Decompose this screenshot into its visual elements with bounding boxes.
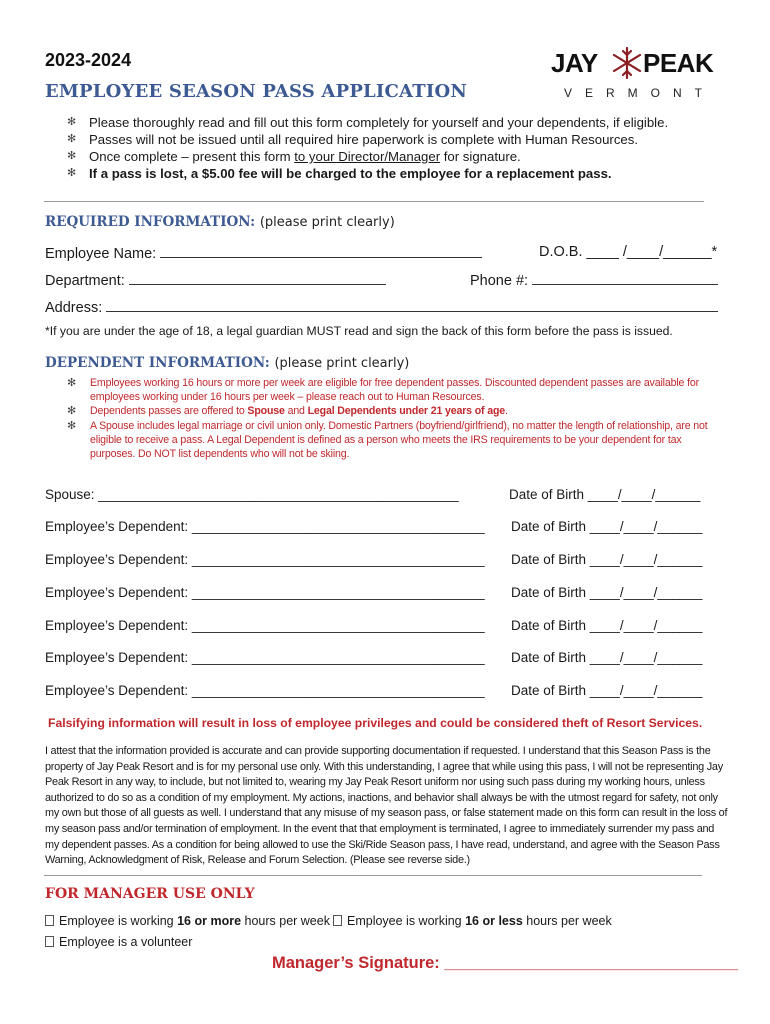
spouse-field[interactable]: Spouse: ________________________________________________ xyxy=(45,487,459,502)
checkbox-icon[interactable] xyxy=(45,915,54,926)
employee-name-field[interactable] xyxy=(45,244,482,262)
logo-word-left: JAY xyxy=(551,48,598,78)
bullet-text-end: . xyxy=(505,405,508,418)
snowflake-bullet-icon: ✻ xyxy=(67,405,77,418)
department-label: Department: xyxy=(45,273,125,289)
attestation-paragraph: I attest that the information provided is accurate and can provide supporting documentation if requested. I understand that this Season Pass is the property of Jay Peak Resort and is for my personal use only. With this understanding, I agree that while using this pass, I will not be representing Jay Peak Resort in any way, to include, but not limited to, wearing my Jay Peak Resort uniform nor using such pass during my working hours, unless authorized to do so as a condition of my employment. My actions, inactions, and behavior shall always be with the utmost regard for safety, not only my own but those of all guests as well. I understand that any misuse of my season pass, or false statement made on this form can result in the loss of my season pass and/or termination of employment. In the event that that employment is terminated, I agree to immediately surrender my pass and my dependent passes. As a condition for being allowed to use the Ski/Ride Season pass, I have read, understand, and agree with the Season Pass Warning, Acknowledgment of Risk, Release and Forum Selection. (Please see reverse side.) xyxy=(45,745,728,867)
section-subheading: (please print clearly) xyxy=(259,215,395,230)
dependent-name-field[interactable]: Employee’s Dependent: _______________________________________ xyxy=(45,650,485,665)
checkbox-16-or-less[interactable] xyxy=(333,914,612,928)
address-field[interactable] xyxy=(45,298,718,316)
checkbox-icon[interactable] xyxy=(333,915,342,926)
manager-signature-field[interactable]: Manager’s Signature: ________________________________ xyxy=(272,954,739,972)
spouse-dob-field[interactable]: Date of Birth ____/____/______ xyxy=(509,487,701,502)
bullet-text-tail: for signature. xyxy=(440,149,521,164)
checkbox-label-bold: 16 or less xyxy=(465,914,523,928)
bullet-text: Passes will not be issued until all required hire paperwork is complete with Human Resources. xyxy=(89,132,639,147)
checkbox-icon[interactable] xyxy=(45,936,54,947)
dependent-name-field[interactable]: Employee’s Dependent: _______________________________________ xyxy=(45,618,485,633)
snowflake-logo-icon xyxy=(610,46,644,80)
employee-name-label: Employee Name: xyxy=(45,246,157,262)
checkbox-label: Employee is a volunteer xyxy=(59,935,193,949)
snowflake-bullet-icon: ✻ xyxy=(67,377,77,389)
dependent-info-heading xyxy=(45,355,409,371)
spouse-row[interactable] xyxy=(45,487,725,502)
divider xyxy=(44,875,702,876)
dependent-row[interactable] xyxy=(45,519,725,534)
dependent-row[interactable] xyxy=(45,683,725,698)
dependent-bullet-list xyxy=(67,376,727,461)
checkbox-label-tail: hours per week xyxy=(522,914,612,928)
list-item xyxy=(67,165,668,182)
list-item xyxy=(67,419,727,462)
list-item xyxy=(67,376,727,404)
divider xyxy=(44,201,704,202)
checkbox-label-tail: hours per week xyxy=(241,914,330,928)
bullet-underline-text: to your Director/Manager xyxy=(294,149,441,164)
checkbox-label: Employee is working xyxy=(347,914,466,928)
section-heading-text: DEPENDENT INFORMATION: xyxy=(45,355,270,371)
dob-field[interactable]: D.O.B. ____ /____/______* xyxy=(539,244,718,260)
list-item xyxy=(67,131,668,148)
bullet-text: Once complete – present this form xyxy=(89,149,295,164)
phone-line[interactable] xyxy=(532,271,718,285)
dependent-row[interactable] xyxy=(45,585,725,600)
guardian-note: *If you are under the age of 18, a legal guardian MUST read and sign the back of this form before the pass is issued. xyxy=(45,324,673,338)
jay-peak-logo xyxy=(548,48,715,102)
snowflake-bullet-icon: ✻ xyxy=(67,419,77,432)
dependent-dob-field[interactable]: Date of Birth ____/____/______ xyxy=(511,552,703,567)
intro-bullet-list xyxy=(67,114,668,182)
list-item xyxy=(67,114,668,131)
checkbox-label-bold: 16 or more xyxy=(177,914,242,928)
logo-word-right: PEAK xyxy=(643,48,714,78)
falsifying-warning: Falsifying information will result in loss of employee privileges and could be considered theft of Resort Services. xyxy=(48,716,703,730)
dependent-dob-field[interactable]: Date of Birth ____/____/______ xyxy=(511,585,703,600)
department-line[interactable] xyxy=(129,271,386,285)
section-heading-text: REQUIRED INFORMATION: xyxy=(45,214,256,230)
dependent-row[interactable] xyxy=(45,650,725,665)
phone-field[interactable] xyxy=(470,271,718,289)
employee-name-line[interactable] xyxy=(160,244,482,258)
dependent-dob-field[interactable]: Date of Birth ____/____/______ xyxy=(511,618,703,633)
bullet-bold-spouse: Spouse xyxy=(247,405,285,418)
dependent-row[interactable] xyxy=(45,552,725,567)
address-label: Address: xyxy=(45,300,103,316)
bullet-text-mid: and xyxy=(284,405,308,418)
bullet-text: Employees working 16 hours or more per week are eligible for free dependent passes. Discounted dependent passes are available for employees working under 16 hours per week – please reach out to Human Resources. xyxy=(90,377,699,404)
dependent-name-field[interactable]: Employee’s Dependent: _______________________________________ xyxy=(45,519,485,534)
snowflake-bullet-icon: ✻ xyxy=(67,150,77,162)
dependent-name-field[interactable]: Employee’s Dependent: _______________________________________ xyxy=(45,683,485,698)
bullet-text: If a pass is lost, a $5.00 fee will be charged to the employee for a replacement pass. xyxy=(89,166,612,181)
dependent-dob-field[interactable]: Date of Birth ____/____/______ xyxy=(511,683,703,698)
form-title: EMPLOYEE SEASON PASS APPLICATION xyxy=(45,81,467,102)
checkbox-16-or-more[interactable] xyxy=(45,914,330,928)
manager-section-heading: FOR MANAGER USE ONLY xyxy=(45,886,255,902)
snowflake-bullet-icon: ✻ xyxy=(67,167,77,179)
checkbox-label: Employee is working xyxy=(59,914,178,928)
snowflake-bullet-icon: ✻ xyxy=(67,116,77,128)
dependent-row[interactable] xyxy=(45,618,725,633)
checkbox-volunteer[interactable] xyxy=(45,935,192,949)
address-line[interactable] xyxy=(106,298,718,312)
bullet-bold-dependents: Legal Dependents under 21 years of age xyxy=(307,405,506,418)
phone-label: Phone #: xyxy=(470,273,529,289)
bullet-text: Please thoroughly read and fill out this form completely for yourself and your dependents, if eligible. xyxy=(89,115,669,130)
dependent-name-field[interactable]: Employee’s Dependent: _______________________________________ xyxy=(45,585,485,600)
department-field[interactable] xyxy=(45,271,386,289)
section-subheading: (please print clearly) xyxy=(274,356,410,371)
dependent-name-field[interactable]: Employee’s Dependent: _______________________________________ xyxy=(45,552,485,567)
bullet-text: Dependents passes are offered to xyxy=(90,405,248,418)
dependent-dob-field[interactable]: Date of Birth ____/____/______ xyxy=(511,650,703,665)
dependent-dob-field[interactable]: Date of Birth ____/____/______ xyxy=(511,519,703,534)
list-item xyxy=(67,148,668,165)
list-item xyxy=(67,404,727,418)
logo-subtitle: VERMONT xyxy=(564,86,715,100)
snowflake-bullet-icon: ✻ xyxy=(67,133,77,145)
bullet-text: A Spouse includes legal marriage or civil union only. Domestic Partners (boyfriend/girlfriend), no matter the length of relationship, are not eligible to receive a pass. A Legal Dependent is defined as a person who meets the IRS requirements to be your dependent for tax purposes. Do NOT list dependents who will not be skiing. xyxy=(90,419,708,461)
required-info-heading xyxy=(45,214,395,230)
form-year: 2023-2024 xyxy=(45,50,132,70)
